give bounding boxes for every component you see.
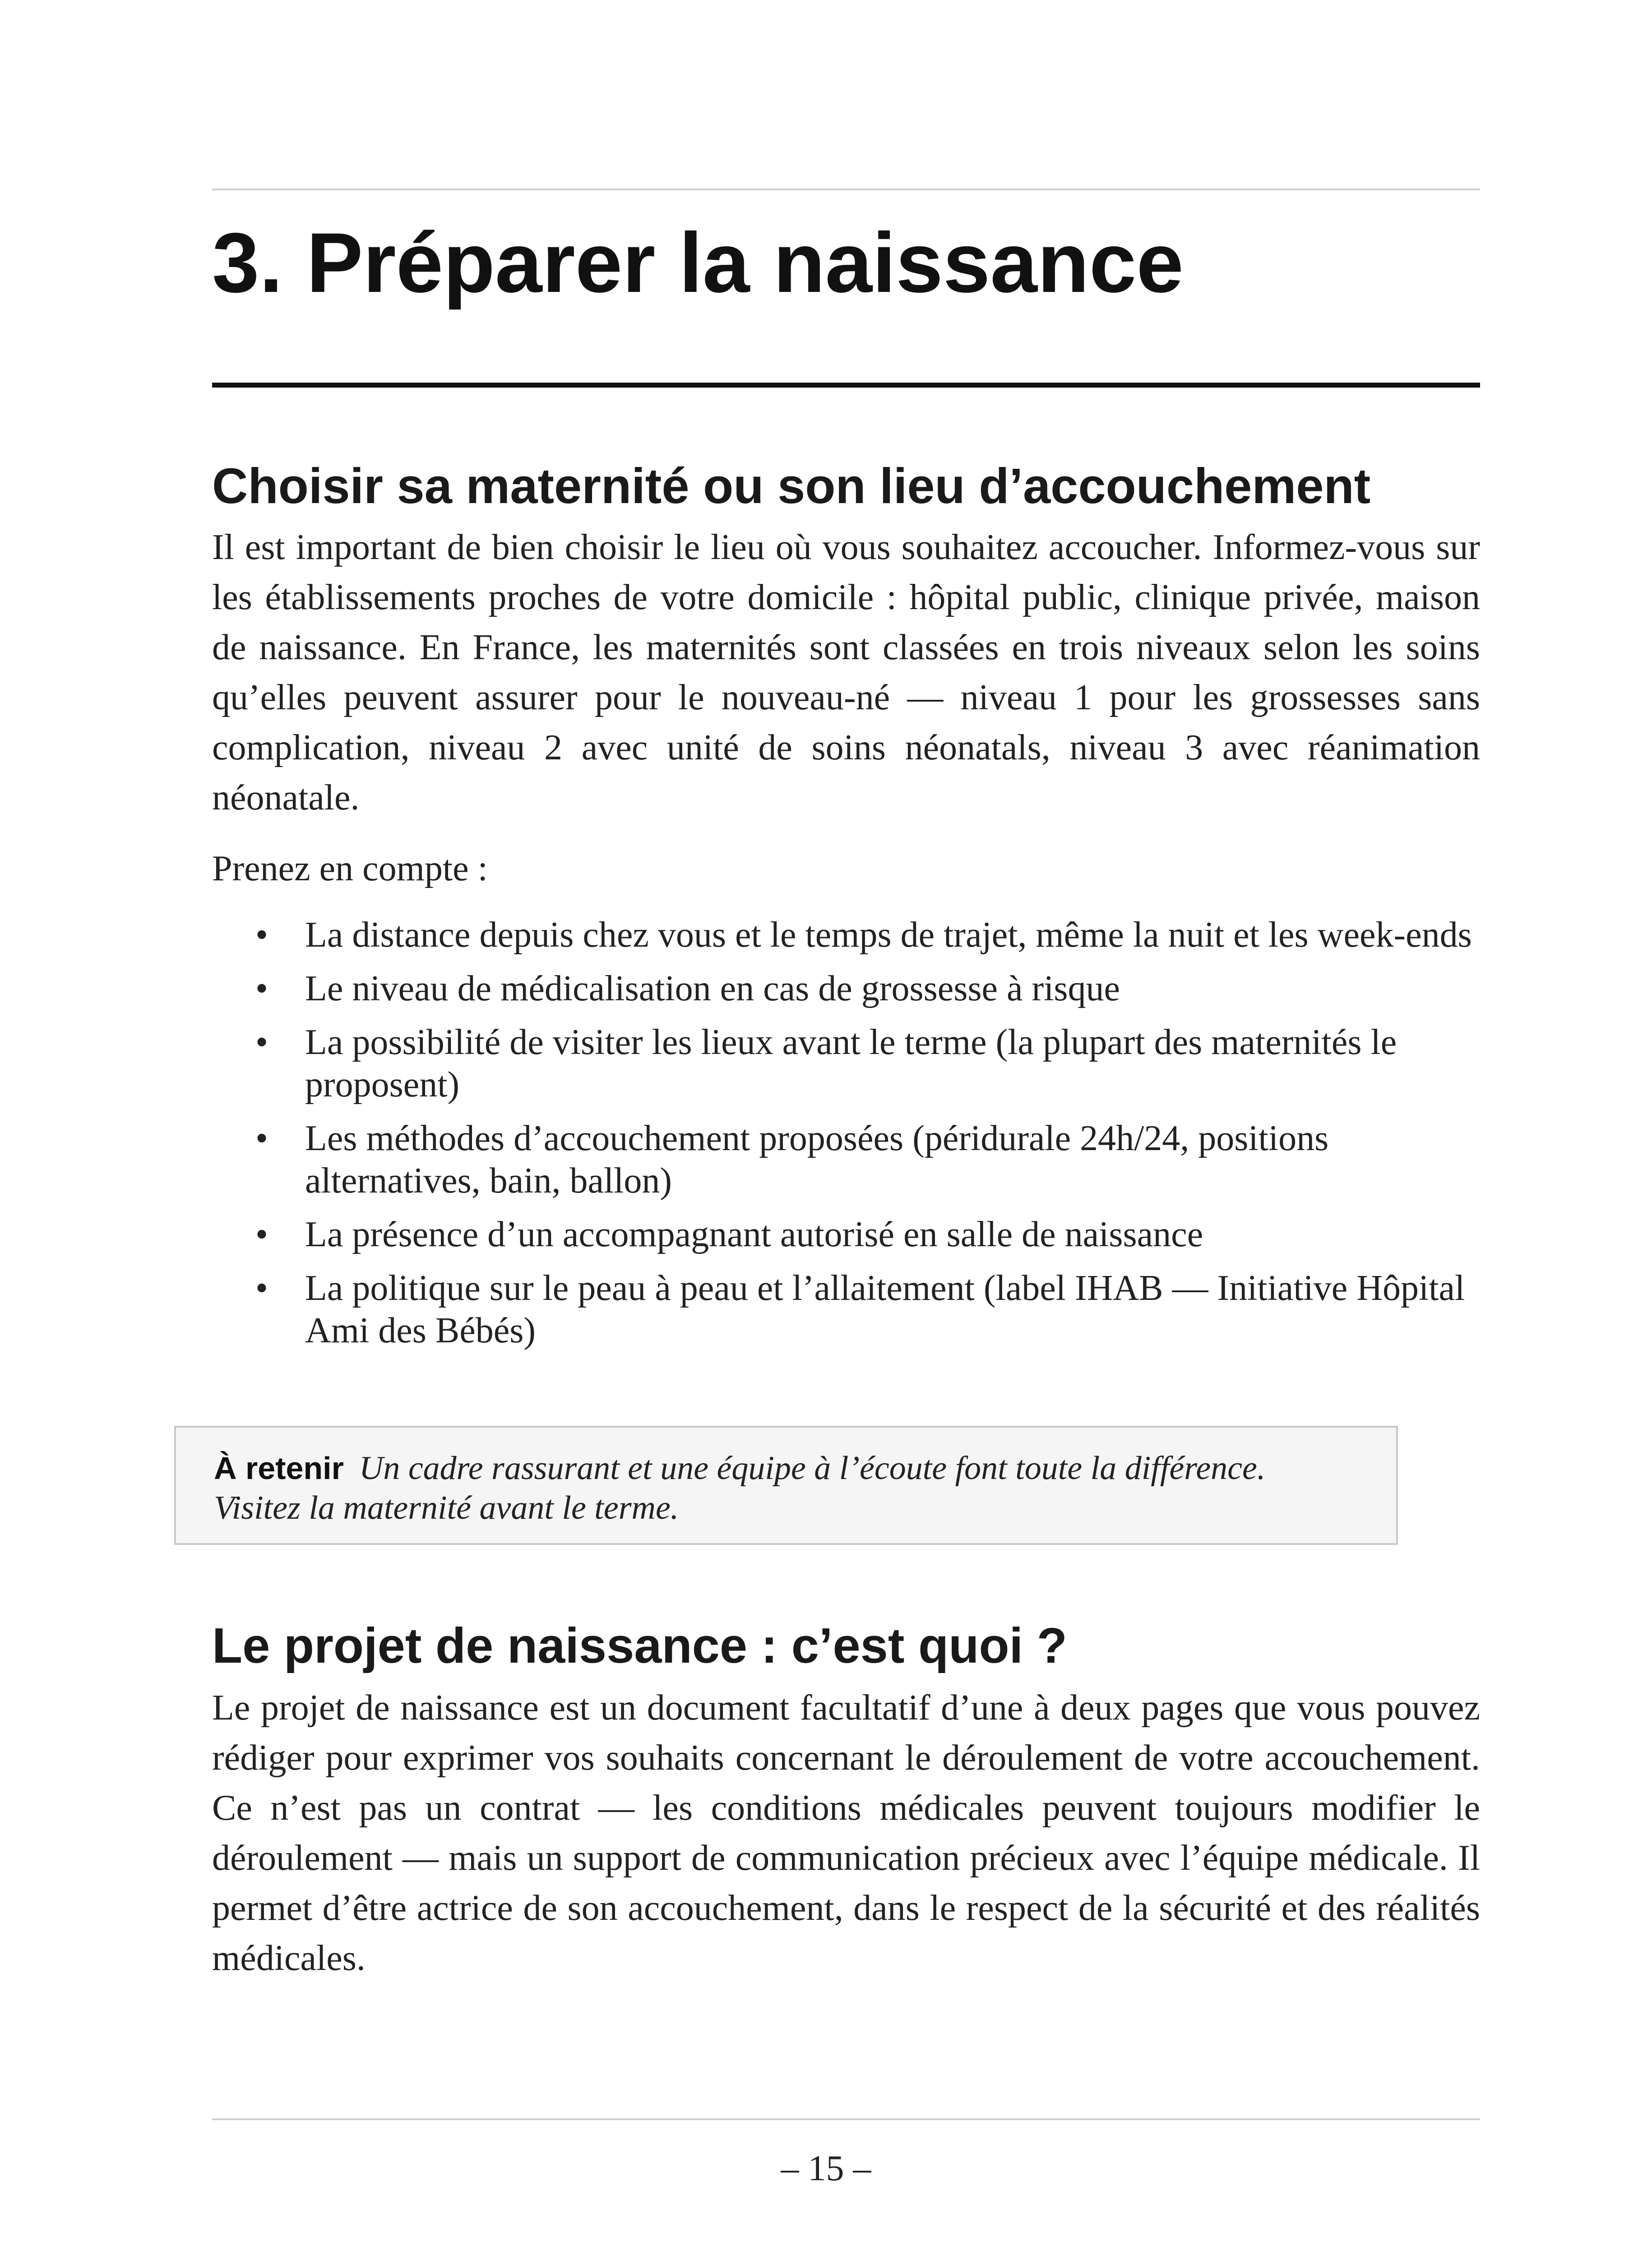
body-paragraph: Il est important de bien choisir le lieu où vous souhaitez accoucher. Informez-vous sur les établissements proches de votre domicile : hôpital public, clinique privée, maison de naissance. En France, les maternités sont classées en trois niveaux selon les soins qu’elles peuvent assurer pour le nouveau-né — niveau 1 pour les grossesses sans complication, niveau 2 avec unité de soins néonatals, niveau 3 avec réanimation néonatale. — [212, 527, 1480, 818]
list-item — [212, 967, 1480, 1010]
bullet-icon: • — [255, 1119, 268, 1158]
bullet-icon: • — [255, 1215, 268, 1254]
list-item-text: Le niveau de médicalisation en cas de grossesse à risque — [305, 969, 1120, 1008]
body-paragraph: Le projet de naissance est un document facultatif d’une à deux pages que vous pouvez rédiger pour exprimer vos souhaits concernant le déroulement de votre accouchement. Ce n’est pas un contrat — les conditions médicales peuvent toujours modifier le déroulement — mais un support de communication précieux avec l’équipe médicale. Il permet d’être actrice de son accouchement, dans le respect de la sécurité et des réalités médicales. — [212, 1688, 1480, 1978]
top-divider — [212, 189, 1480, 190]
list-item — [212, 914, 1480, 956]
callout-text — [214, 1448, 1358, 1528]
chapter-title: 3. Préparer la naissance — [212, 215, 1184, 310]
callout-body: Un cadre rassurant et une équipe à l’écoute font toute la différence. Visitez la maternité avant le terme. — [214, 1450, 1266, 1526]
list-item-text: La distance depuis chez vous et le temps de trajet, même la nuit et les week-ends — [305, 915, 1472, 955]
list-item — [212, 1021, 1480, 1106]
section-heading: Le projet de naissance : c’est quoi ? — [212, 1618, 1067, 1674]
section-choose-maternity — [212, 455, 1480, 1363]
section-birth-plan — [212, 1614, 1480, 1983]
list-item-text: La possibilité de visiter les lieux avant le terme (la plupart des maternités le proposent) — [305, 1022, 1397, 1105]
list-item-text: Les méthodes d’accouchement proposées (péridurale 24h/24, positions alternatives, bain, ballon) — [305, 1119, 1329, 1201]
list-item — [212, 1213, 1480, 1256]
page-number: – 15 – — [781, 2149, 871, 2188]
list-lead: Prenez en compte : — [212, 849, 488, 888]
bullet-icon: • — [255, 915, 268, 955]
bullet-icon: • — [255, 1022, 268, 1062]
callout-label: À retenir — [214, 1451, 344, 1486]
key-takeaway-box — [174, 1426, 1398, 1545]
list-item-text: La présence d’un accompagnant autorisé en salle de naissance — [305, 1215, 1203, 1254]
bullet-icon: • — [255, 1268, 268, 1308]
list-item — [212, 1117, 1480, 1202]
list-item — [212, 1267, 1480, 1352]
title-underline — [212, 383, 1480, 388]
footer-divider — [212, 2118, 1480, 2120]
considerations-list — [212, 914, 1480, 1352]
section-heading: Choisir sa maternité ou son lieu d’accouchement — [212, 458, 1371, 514]
list-item-text: La politique sur le peau à peau et l’allaitement (label IHAB — Initiative Hôpital Ami des Bébés) — [305, 1268, 1465, 1350]
bullet-icon: • — [255, 969, 268, 1008]
